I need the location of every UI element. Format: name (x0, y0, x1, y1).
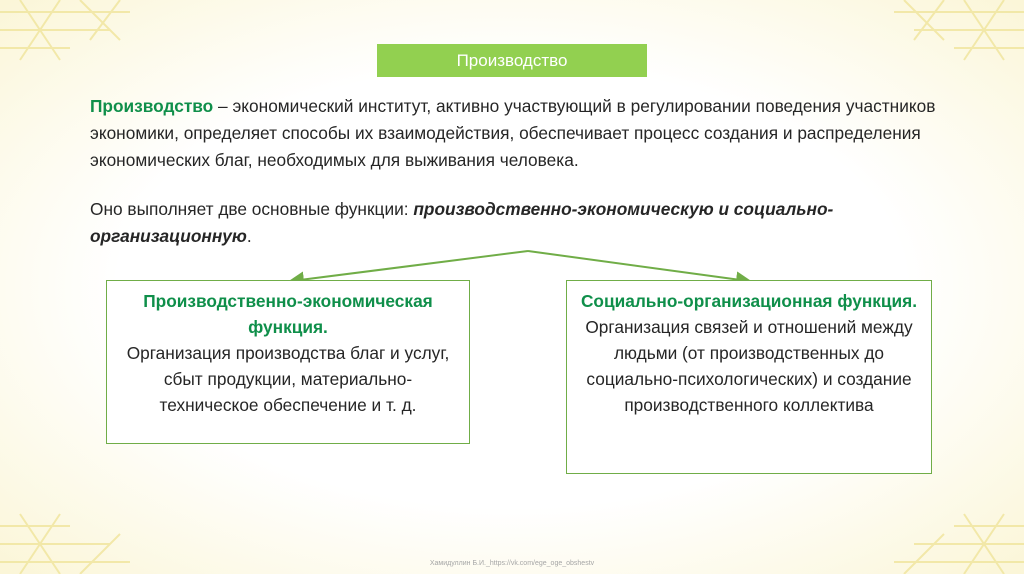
function-box-social-organizational (566, 280, 932, 474)
box-title: Производственно-экономическая функция. (143, 291, 433, 337)
functions-intro-emphasis: производственно-экономическую и социально-организационную (90, 199, 834, 246)
functions-intro-end: . (246, 226, 252, 246)
box-text: Организация связей и отношений между людьми (от производственных до социально-психологических) и создание производственного коллектива (585, 317, 913, 415)
box-title: Социально-организационная функция. (580, 291, 918, 311)
footer-credit: Хамидуллин Б.И._https://vk.com/ege_oge_obshestv (429, 560, 595, 567)
functions-intro-lead: Оно выполняет две основные функции: (90, 199, 414, 219)
functions-intro-paragraph (90, 196, 970, 250)
slide-title: Производство (377, 44, 647, 77)
definition-paragraph (90, 93, 970, 174)
function-box-production-economic (106, 280, 470, 444)
definition-term: Производство (90, 96, 214, 116)
box-text: Организация производства благ и услуг, сбыт продукции, материально-техническое обеспечение и т. д. (126, 343, 450, 415)
definition-text: – экономический институт, активно участвующий в регулировании поведения участников экономики, определяет способы их взаимодействия, обеспечивает процесс создания и распределения экономических благ, необходимых для выживания человека. (90, 96, 936, 170)
